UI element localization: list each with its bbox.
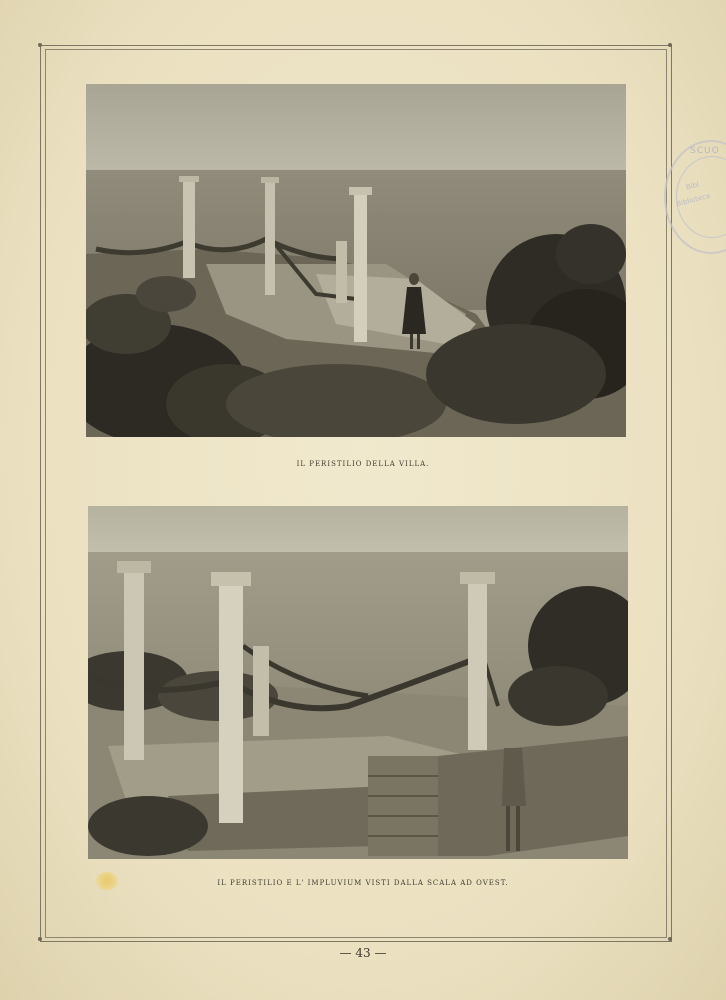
library-stamp-line: Bibl [685, 180, 700, 192]
photo-peristyle-impluvium [88, 506, 628, 859]
border-corner-ornament [668, 937, 672, 941]
library-stamp-text: SCUO [690, 146, 720, 156]
page-stain [96, 872, 118, 890]
figure-caption-2: IL PERISTILIO E L' IMPLUVIUM VISTI DALLA SCALA AD OVEST. [217, 879, 509, 887]
photo-peristyle-villa [86, 84, 626, 437]
figure-caption-1: IL PERISTILIO DELLA VILLA. [296, 460, 430, 468]
border-corner-ornament [668, 43, 672, 47]
page-number: — 43 — [339, 946, 387, 960]
border-corner-ornament [38, 937, 42, 941]
border-corner-ornament [38, 43, 42, 47]
library-stamp-line: Biblioteca [675, 191, 712, 209]
